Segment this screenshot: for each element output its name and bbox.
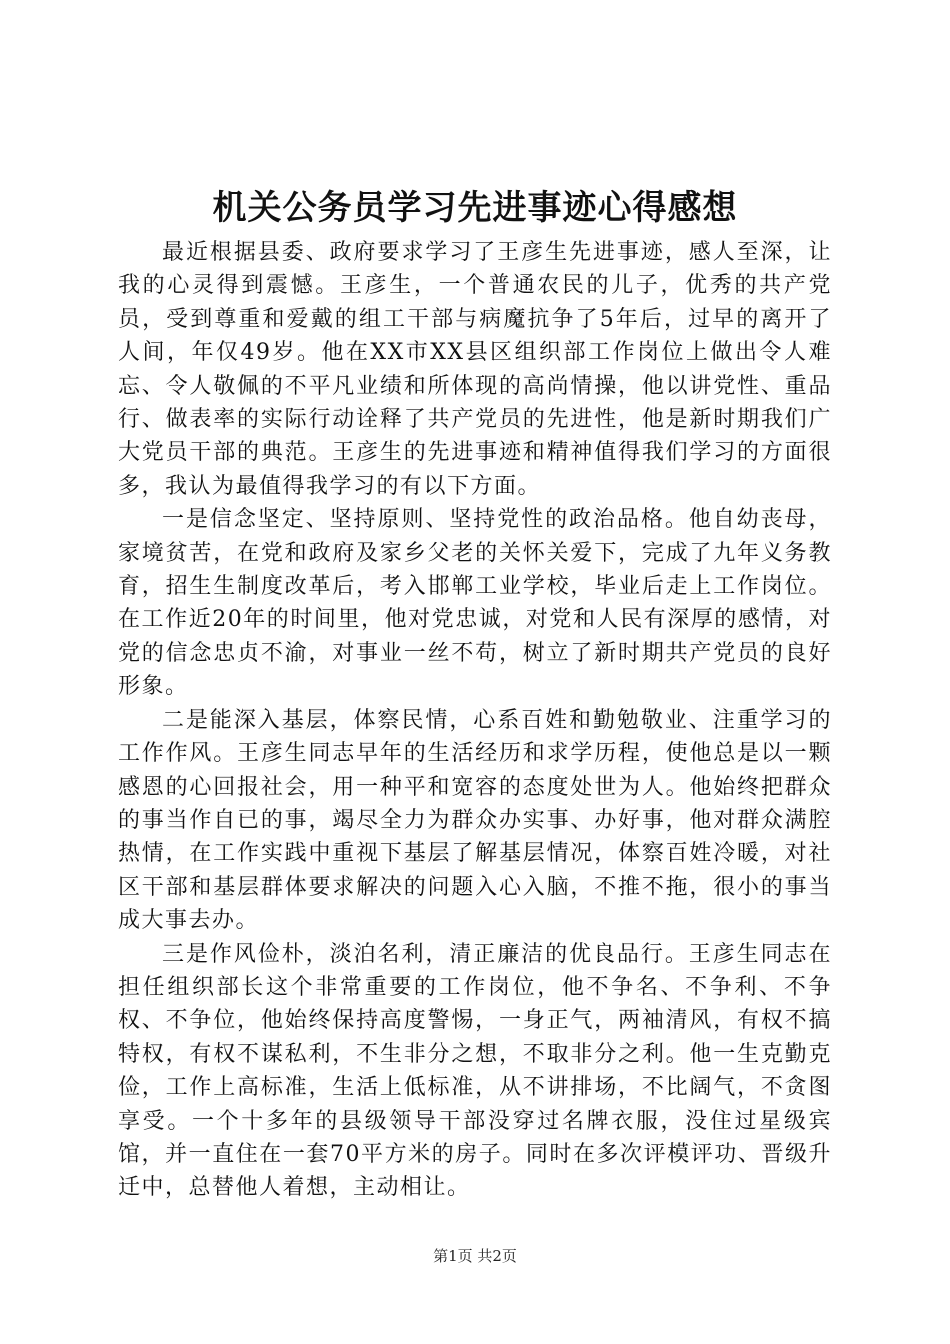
document-body: [118, 236, 832, 1205]
paragraph-intro: 最近根据县委、政府要求学习了王彦生先进事迹，感人至深，让我的心灵得到震憾。王彦生，一个普通农民的儿子，优秀的共产党员，受到尊重和爱戴的组工干部与病魔抗争了5年后，过早的离开了人间，年仅49岁。他在XX市XX县区组织部工作岗位上做出令人难忘、令人敬佩的不平凡业绩和所体现的高尚情操，他以讲党性、重品行、做表率的实际行动诠释了共产党员的先进性，他是新时期我们广大党员干部的典范。王彦生的先进事迹和精神值得我们学习的方面很多，我认为最值得我学习的有以下方面。: [118, 240, 832, 499]
document-title: 机关公务员学习先进事迹心得感想: [212, 188, 738, 228]
page-number-footer: 第1页 共2页: [433, 1247, 517, 1265]
paragraph-point-three: 三是作风俭朴，淡泊名利，清正廉洁的优良品行。王彦生同志在担任组织部长这个非常重要的工作岗位，他不争名、不争利、不争权、不争位，他始终保持高度警惕，一身正气，两袖清风，有权不搞特权，有权不谋私利，不生非分之想，不取非分之利。他一生克勤克俭，工作上高标准，生活上低标准，从不讲排场，不比阔气，不贪图享受。一个十多年的县级领导干部没穿过名牌衣服，没住过星级宾馆，并一直住在一套70平方米的房子。同时在多次评模评功、晋级升迁中，总替他人着想，主动相让。: [118, 941, 832, 1201]
paragraph-point-two: 二是能深入基层，体察民情，心系百姓和勤勉敬业、注重学习的工作作风。王彦生同志早年的生活经历和求学历程，使他总是以一颗感恩的心回报社会，用一种平和宽容的态度处世为人。他始终把群众的事当作自已的事，竭尽全力为群众办实事、办好事，他对群众满腔热情，在工作实践中重视下基层了解基层情况，体察百姓冷暖，对社区干部和基层群体要求解决的问题入心入脑，不推不拖，很小的事当成大事去办。: [118, 707, 832, 934]
paragraph-point-one: 一是信念坚定、坚持原则、坚持党性的政治品格。他自幼丧母，家境贫苦，在党和政府及家乡父老的关怀关爱下，完成了九年义务教育，招生生制度改革后，考入邯郸工业学校，毕业后走上工作岗位。在工作近20年的时间里，他对党忠诚，对党和人民有深厚的感情，对党的信念忠贞不渝，对事业一丝不苟，树立了新时期共产党员的良好形象。: [118, 507, 832, 700]
